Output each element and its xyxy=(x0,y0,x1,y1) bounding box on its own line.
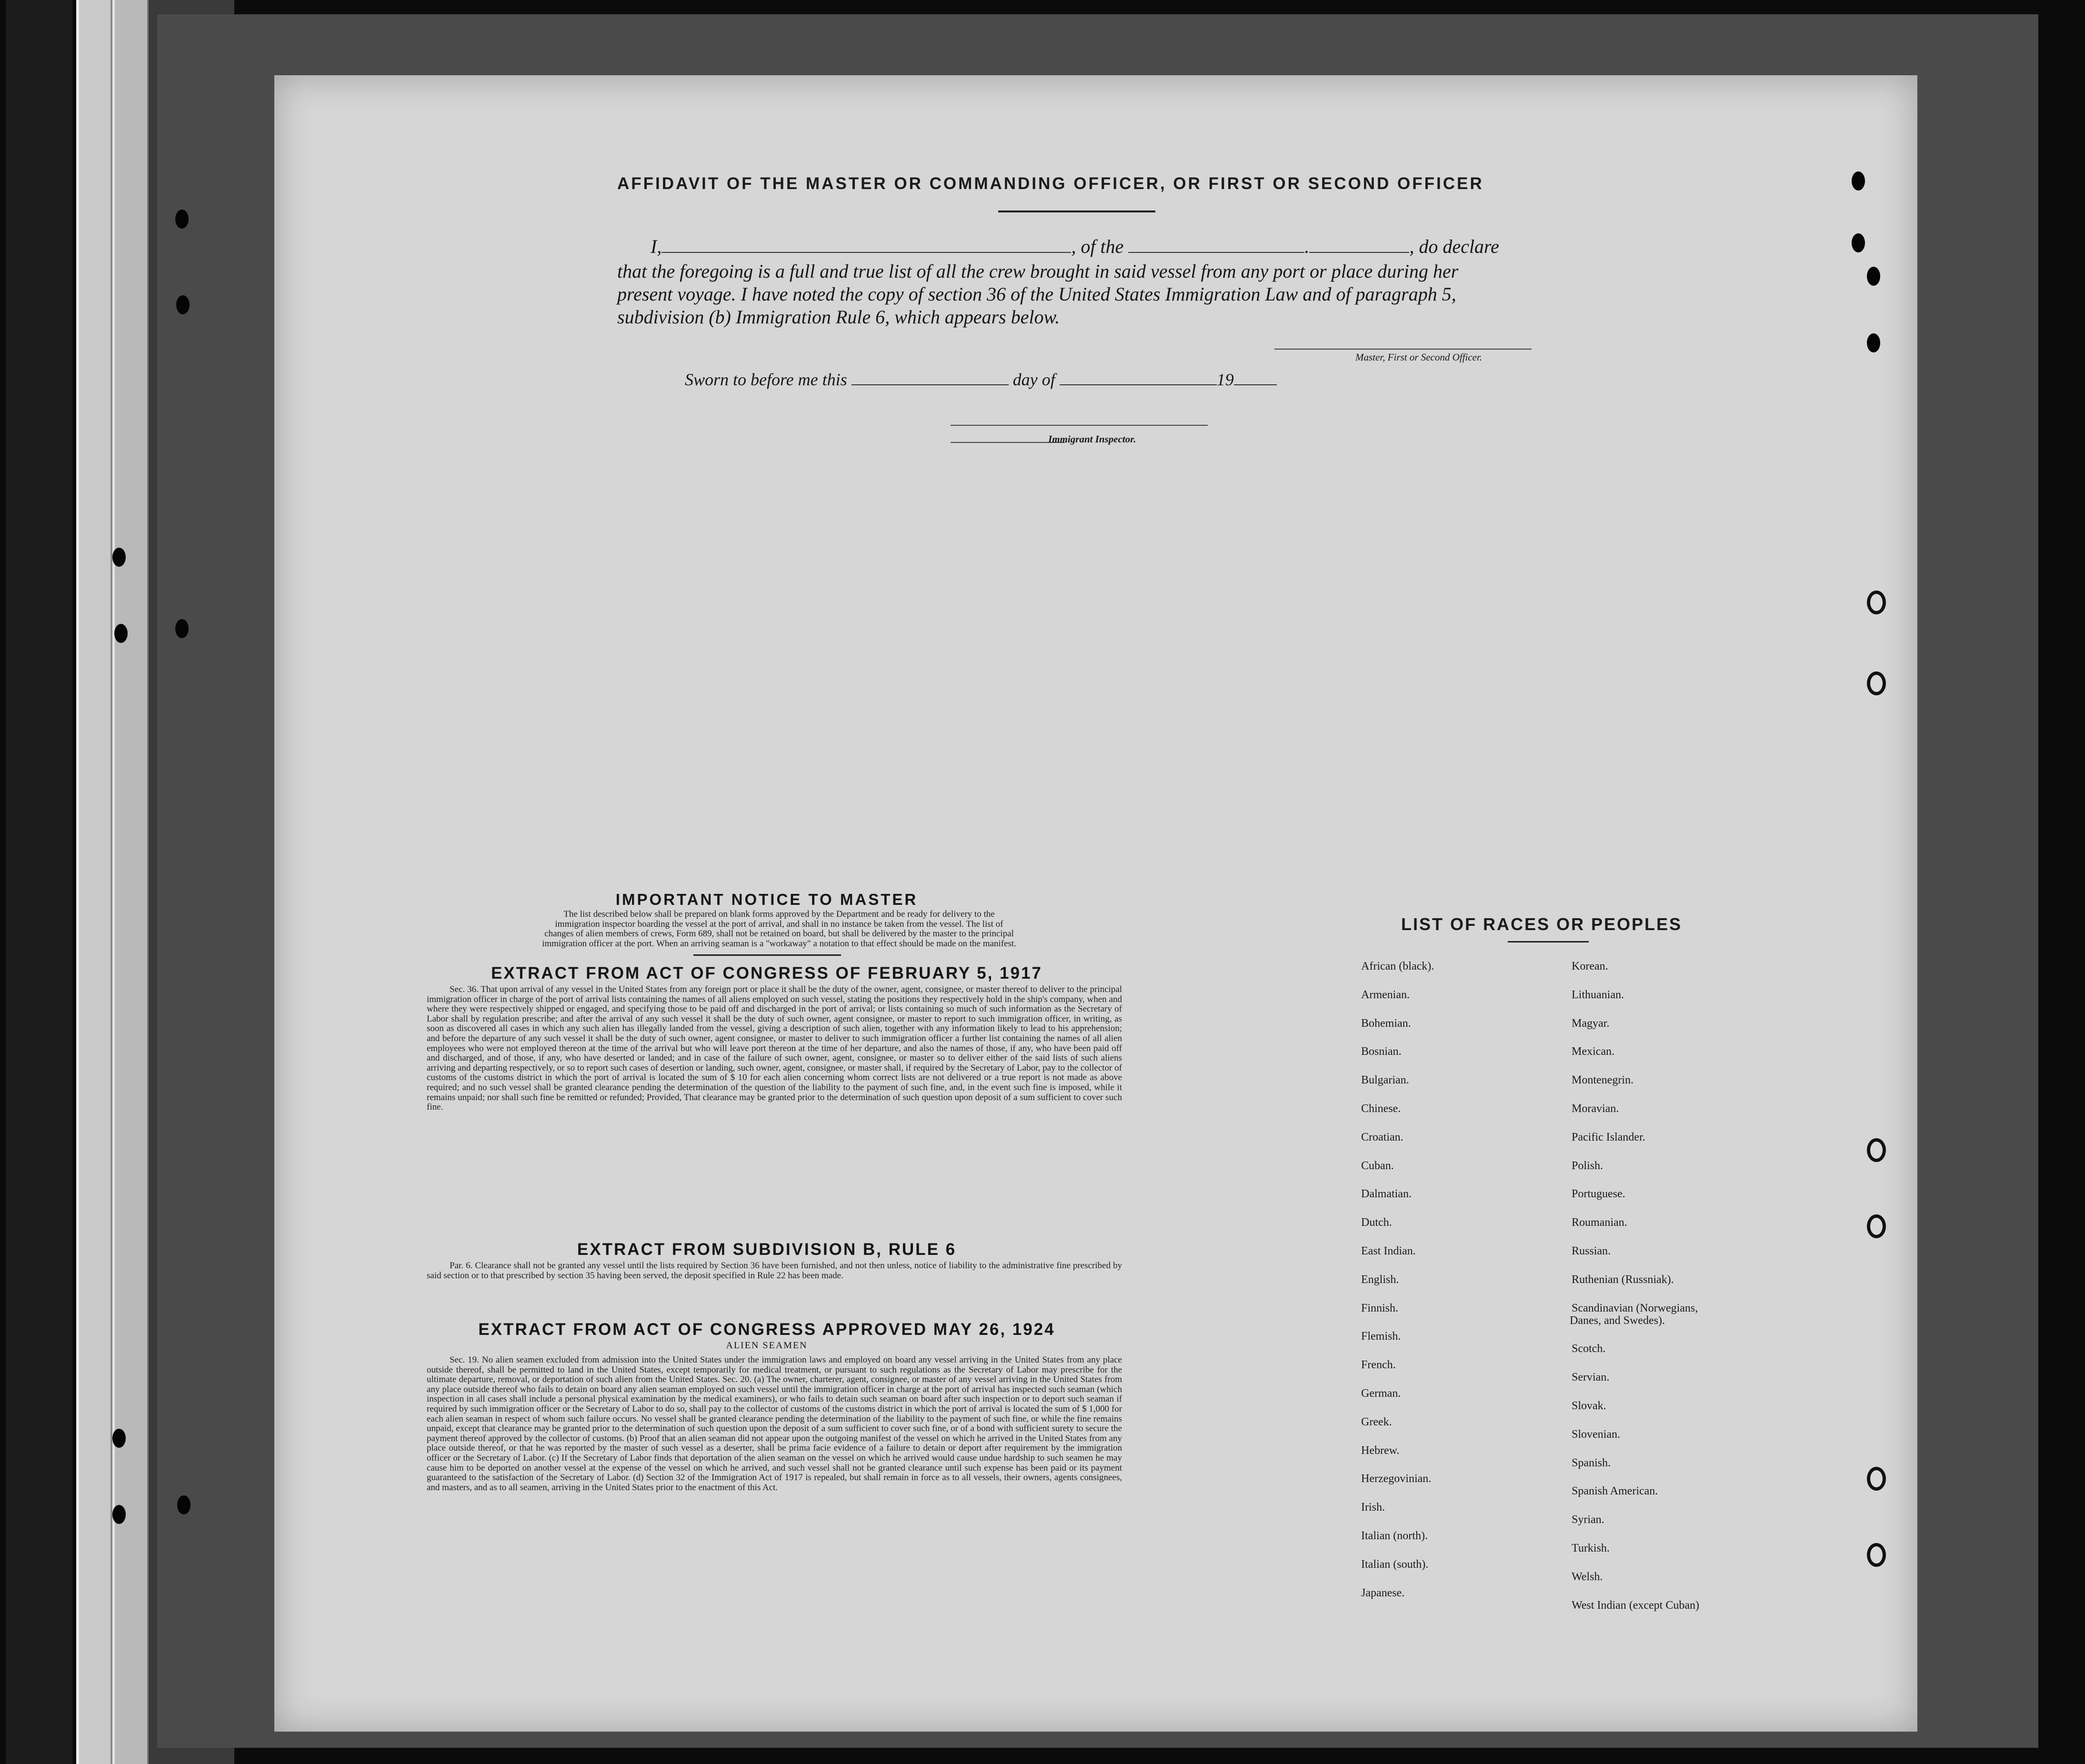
race-item: Welsh. xyxy=(1572,1570,1603,1583)
race-item: French. xyxy=(1361,1359,1396,1372)
race-item: Slovenian. xyxy=(1572,1428,1620,1441)
punch-hole xyxy=(177,1495,190,1514)
race-item: Magyar. xyxy=(1572,1017,1610,1030)
race-item: German. xyxy=(1361,1387,1401,1400)
notice-rule xyxy=(693,954,841,956)
binder-edge-dark xyxy=(6,0,72,1764)
affidavit-line-2: that the foregoing is a full and true list of all the crew brought in said vessel from any port or place during her xyxy=(617,261,1459,282)
rule6-title: EXTRACT FROM SUBDIVISION B, RULE 6 xyxy=(577,1240,957,1259)
race-item: Finnish. xyxy=(1361,1302,1399,1314)
race-item: Bohemian. xyxy=(1361,1017,1411,1030)
affidavit-i: I, xyxy=(651,236,662,257)
race-item: Turkish. xyxy=(1572,1542,1610,1554)
race-item: West Indian (except Cuban) xyxy=(1572,1599,1699,1612)
race-item: Korean. xyxy=(1572,960,1608,972)
race-item: Mexican. xyxy=(1572,1045,1614,1058)
affidavit-line-1 xyxy=(651,233,1499,260)
affidavit-line-4: subdivision (b) Immigration Rule 6, which appears below. xyxy=(617,306,1060,328)
ring-hole xyxy=(1867,672,1886,695)
affidavit-line-3: present voyage. I have noted the copy of section 36 of the United States Immigration Law and of paragraph 5, xyxy=(617,283,1456,305)
day-blank[interactable] xyxy=(852,374,1009,385)
notice-title: IMPORTANT NOTICE TO MASTER xyxy=(615,891,918,908)
race-item: Flemish. xyxy=(1361,1330,1401,1343)
binder-edge-light-2 xyxy=(112,0,150,1764)
race-item: Montenegrin. xyxy=(1572,1074,1634,1087)
race-item: Roumanian. xyxy=(1572,1216,1627,1229)
race-item: English. xyxy=(1361,1273,1399,1286)
punch-hole xyxy=(1867,333,1880,352)
race-item: Dalmatian. xyxy=(1361,1188,1412,1201)
punch-hole xyxy=(1852,233,1865,252)
affidavit-dot: . xyxy=(1304,236,1310,257)
ring-hole xyxy=(1867,1138,1886,1162)
race-item: Hebrew. xyxy=(1361,1444,1400,1457)
extract-1917-title: EXTRACT FROM ACT OF CONGRESS OF FEBRUARY 5, 1917 xyxy=(491,964,1042,982)
race-item: Pacific Islander. xyxy=(1572,1131,1645,1143)
punch-hole xyxy=(112,1505,126,1524)
race-item: Armenian. xyxy=(1361,988,1410,1001)
ring-hole xyxy=(1867,1214,1886,1238)
ring-hole xyxy=(1867,591,1886,614)
title-rule xyxy=(998,210,1155,212)
notice-body xyxy=(422,910,1136,949)
ring-hole xyxy=(1867,1543,1886,1567)
vessel-blank[interactable] xyxy=(1128,238,1304,253)
race-item: Russian. xyxy=(1572,1245,1611,1257)
punch-hole xyxy=(175,619,189,638)
race-item: Spanish American. xyxy=(1572,1485,1658,1498)
race-item: Portuguese. xyxy=(1572,1188,1625,1201)
race-item: Bulgarian. xyxy=(1361,1074,1409,1087)
punch-hole xyxy=(1852,171,1865,190)
sworn-prefix: Sworn to before me this xyxy=(685,370,847,389)
punch-hole xyxy=(175,210,189,229)
extract-1924-title: EXTRACT FROM ACT OF CONGRESS APPROVED MAY 26, 1924 xyxy=(478,1320,1055,1339)
race-item: Italian (north). xyxy=(1361,1530,1428,1542)
punch-hole xyxy=(112,548,126,567)
race-item: Scotch. xyxy=(1572,1343,1606,1355)
ring-hole xyxy=(1867,1467,1886,1491)
extract-1924-body: Sec. 19. No alien seamen excluded from admission into the United States under the immigration laws and employed on board any vessel arriving in the United States from any place outside thereof, shall be permitted to land in the United States, except temporarily for medical treatment, or pursuant to such regulations as the Secretary of Labor may prescribe for the ultimate departure, removal, or deportation of such alien from the United States. Sec. 20. (a) The owner, charterer, agent, consignee, or master of any vessel arriving in the United States from any place outside thereof who fails to detain on board any alien seaman employed on such vessel until the immigration officer in charge at the port of arrival has inspected such seaman (which inspection in all cases shall include a personal physical examination by the medical examiners), or who fails to detain such seaman on board after such inspection or to deport such seaman if required by such immigration officer or the Secretary of Labor to do so, shall pay to the collector of customs of the customs district in which the port of arrival is located the sum of $ 1,000 for each alien seaman in respect of whom such failure occurs. No vessel shall be granted clearance pending the determination of the liability to the payment of such fine, or while the fine remains unpaid, except that clearance may be granted prior to the determination of such question upon the deposit of a sum sufficient to cover such fine, or of a bond with sufficient surety to secure the payment thereof approved by the collector of customs. (b) Proof that an alien seaman did not appear upon the outgoing manifest of the vessel on which he arrived in the United States from any place outside thereof, or that he was reported by the master of such vessel as a deserter, shall be prima facie evidence of a failure to detain or deport after requirement by the immigration officer or the Secretary of Labor. (c) If the Secretary of Labor finds that deportation of the alien seaman on the vessel on which he arrived would cause undue hardship to such seamen he may cause him to be deported on another vessel at the expense of the vessel on which he arrived, and such vessel shall not be granted clearance until such expense has been paid or its payment guaranteed to the satisfaction of the Secretary of Labor. (d) Section 32 of the Immigration Act of 1917 is repealed, but shall remain in force as to all vessels, their owners, agents consignees, and masters, and as to all seamen, arriving in the United States prior to the enactment of this Act. xyxy=(427,1355,1122,1493)
sworn-year: 19 xyxy=(1216,370,1234,389)
vessel-blank-2[interactable] xyxy=(1309,238,1409,253)
race-item: Ruthenian (Russniak). xyxy=(1572,1273,1674,1286)
race-item: Italian (south). xyxy=(1361,1558,1429,1571)
race-item: Polish. xyxy=(1572,1159,1604,1172)
race-item: Japanese. xyxy=(1361,1586,1405,1599)
punch-hole xyxy=(114,624,128,643)
race-item: Croatian. xyxy=(1361,1131,1403,1143)
race-item: Dutch. xyxy=(1361,1216,1392,1229)
notice-line: The list described below shall be prepared on blank forms approved by the Department and be ready for delivery to the xyxy=(563,909,995,919)
race-item: Bosnian. xyxy=(1361,1045,1402,1058)
affidavit-title: AFFIDAVIT OF THE MASTER OR COMMANDING OFFICER, OR FIRST OR SECOND OFFICER xyxy=(617,174,1484,193)
races-title: LIST OF RACES OR PEOPLES xyxy=(1401,914,1683,934)
rule6-body: Par. 6. Clearance shall not be granted any vessel until the lists required by Section 36 have been furnished, and not then unless, notice of liability to the administrative fine prescribed by said section or to that prescribed by section 35 having been served, the deposit specified in Rule 22 has been made. xyxy=(427,1261,1122,1281)
master-signature-line[interactable] xyxy=(1274,349,1532,350)
notice-line: changes of alien members of crews, Form 689, shall not be retained on board, but shall be delivered by the master to the principal xyxy=(544,929,1014,939)
race-item: Moravian. xyxy=(1572,1102,1619,1115)
punch-hole xyxy=(112,1429,126,1448)
inspector-signature-line[interactable] xyxy=(951,425,1208,426)
punch-hole xyxy=(176,295,190,314)
race-item: East Indian. xyxy=(1361,1245,1416,1257)
race-item: Cuban. xyxy=(1361,1159,1394,1172)
notice-line: immigration officer at the port. When an arriving seaman is a "workaway" a notation to that effect should be made on the manifest. xyxy=(542,938,1016,949)
inspector-caption: Immigrant Inspector. xyxy=(1048,433,1136,445)
affidavit-of-the: , of the xyxy=(1071,236,1124,257)
race-item: Lithuanian. xyxy=(1572,988,1624,1001)
race-item: African (black). xyxy=(1361,960,1434,972)
sworn-line xyxy=(685,370,1277,390)
name-blank[interactable] xyxy=(662,238,1071,253)
month-blank[interactable] xyxy=(1060,374,1217,385)
punch-hole xyxy=(1867,267,1880,286)
affidavit-do-declare: , do declare xyxy=(1409,236,1499,257)
race-item: Scandinavian (Norwegians, xyxy=(1572,1302,1698,1314)
race-item: Danes, and Swedes). xyxy=(1570,1314,1665,1327)
document-page xyxy=(274,75,1917,1732)
master-caption: Master, First or Second Officer. xyxy=(1355,351,1482,363)
race-item: Syrian. xyxy=(1572,1513,1604,1526)
race-item: Slovak. xyxy=(1572,1400,1606,1412)
race-item: Chinese. xyxy=(1361,1102,1401,1115)
race-item: Spanish. xyxy=(1572,1456,1611,1469)
race-item: Herzegovinian. xyxy=(1361,1473,1432,1485)
race-item: Servian. xyxy=(1572,1371,1610,1384)
inspector-underline xyxy=(951,442,1065,443)
races-rule xyxy=(1508,941,1589,942)
binder-edge-light xyxy=(76,0,113,1764)
extract-1917-body: Sec. 36. That upon arrival of any vessel in the United States from any foreign port or place it shall be the duty of the owner, agent, consignee, or master thereof to deliver to the principal immigration officer in charge of the port of arrival lists containing the names of all aliens employed on such vessel, stating the positions they respectively hold in the ship's company, when and where they were respectively shipped or engaged, and specifying those to be paid off and discharged in the port of arrival; or lists containing so much of such information as the Secretary of Labor shall by regulation prescribe; and after the arrival of any such vessel it shall be the duty of such owner, agent consignee, or master to report to such immigration officer, in writing, as soon as discovered all cases in which any such alien has illegally landed from the vessel, giving a description of such alien, together with any information likely to lead to his apprehension; and before the departure of any such vessel it shall be the duty of such owner, agent consignee, or master to deliver to such immigration officer a further list containing the names of all alien employees who were not employed thereon at the time of the arrival but who will leave port thereon at the time of her departure, and also the names of those, if any, who have been paid off and discharged, and of those, if any, who have deserted or landed; and in case of the failure of such owner, agent, consignee, or master so to deliver either of the said lists of such aliens arriving and departing respectively, or so to report such cases of desertion or landing, such owner, agent, consignee, or master shall, if required by the Secretary of Labor, pay to the collector of customs of the customs district in which the port of arrival is located the sum of $ 10 for each alien concerning whom correct lists are not delivered or a true report is not made as above required; and no such vessel shall be granted clearance pending the determination of the question of the liability to the payment of such fine, and, in the event such fine is imposed, while it remains unpaid; nor shall such fine be remitted or refunded; Provided, That clearance may be granted prior to the determination of such question upon deposit of a sum sufficient to cover such fine. xyxy=(427,984,1122,1113)
notice-line: immigration inspector boarding the vessel at the port of arrival, and shall in no instance be taken from the vessel. The list of xyxy=(555,919,1003,929)
race-item: Irish. xyxy=(1361,1501,1385,1514)
sworn-day-of: day of xyxy=(1012,370,1055,389)
year-blank[interactable] xyxy=(1234,374,1277,385)
race-item: Greek. xyxy=(1361,1415,1392,1428)
extract-1924-subtitle: ALIEN SEAMEN xyxy=(726,1340,808,1351)
